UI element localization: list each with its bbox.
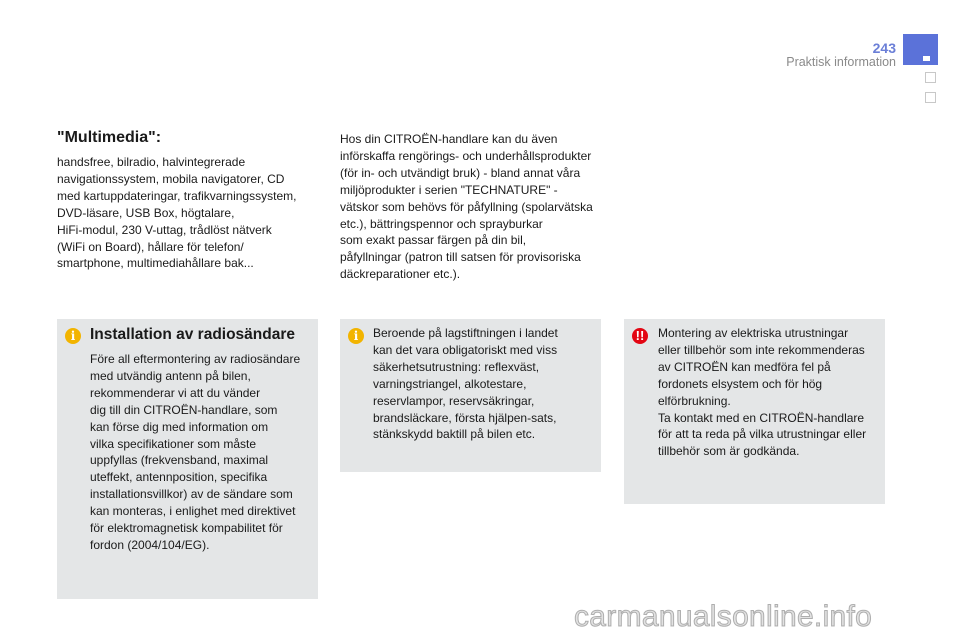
page-number: 243	[872, 40, 896, 56]
warning-icon: !!	[632, 328, 648, 344]
citroen-products-text: Hos din CITROËN-handlare kan du även införskaffa rengörings- och underhållsprodukter (för in- och utvändigt bruk) - bland annat våra miljöprodukter i serien "TECHNATURE" - vätskor som behövs för påfyllning (spolarvätska etc.), bättringspennor och sprayburkar som exakt passar färgen på din bil, påfyllningar (patron till satsen för provisoriska däckreparationer etc.).	[340, 132, 593, 282]
electrical-warning-text: Montering av elektriska utrustningar eller tillbehör som inte rekommenderas av CITROËN kan medföra fel på fordonets elsystem och för hög elförbrukning. Ta kontakt med en CITROËN-handlare för att ta reda på vilka utrustningar eller tillbehör som är godkända.	[658, 326, 867, 459]
section-tab[interactable]	[925, 92, 936, 103]
electrical-warning-box	[624, 319, 885, 504]
multimedia-text: handsfree, bilradio, halvintegrerade navigationssystem, mobila navigatorer, CD med kartuppdateringar, trafikvarningssystem, DVD-läsare, USB Box, högtalare, HiFi-modul, 230 V-uttag, trådlöst nätverk (WiFi on Board), hållare för telefon/ smartphone, multimediahållare bak...	[57, 155, 297, 271]
section-tab-active[interactable]	[903, 34, 938, 65]
radio-installation-heading: Installation av radiosändare	[90, 326, 296, 343]
section-title: Praktisk information	[786, 55, 896, 69]
tab-marker	[923, 56, 930, 61]
info-icon: i	[65, 328, 81, 344]
radio-installation-text: Före all eftermontering av radiosändare med utvändig antenn på bilen, rekommenderar vi att du vänder dig till din CITROËN-handlare, som kan förse dig med information om vilka specifikationer som måste uppfyllas (frekvensband, maximal uteffekt, antennposition, specifika installationsvillkor) av de sändare som kan monteras, i enlighet med direktivet för elektromagnetisk kompabilitet för fordon (2004/104/EG).	[90, 352, 301, 552]
safety-equipment-text: Beroende på lagstiftningen i landet kan det vara obligatoriskt med viss säkerhetsutrustning: reflexväst, varningstriangel, alkotestare, reservlampor, reservsäkringar, brandsläckare, första hjälpen-sats, stänkskydd baktill på bilen etc.	[373, 326, 558, 442]
multimedia-heading: "Multimedia":	[57, 129, 162, 146]
watermark: carmanualsonline.info	[574, 600, 873, 633]
info-icon: i	[348, 328, 364, 344]
safety-equipment-box	[340, 319, 601, 472]
section-tab[interactable]	[925, 72, 936, 83]
radio-installation-box	[57, 319, 318, 599]
